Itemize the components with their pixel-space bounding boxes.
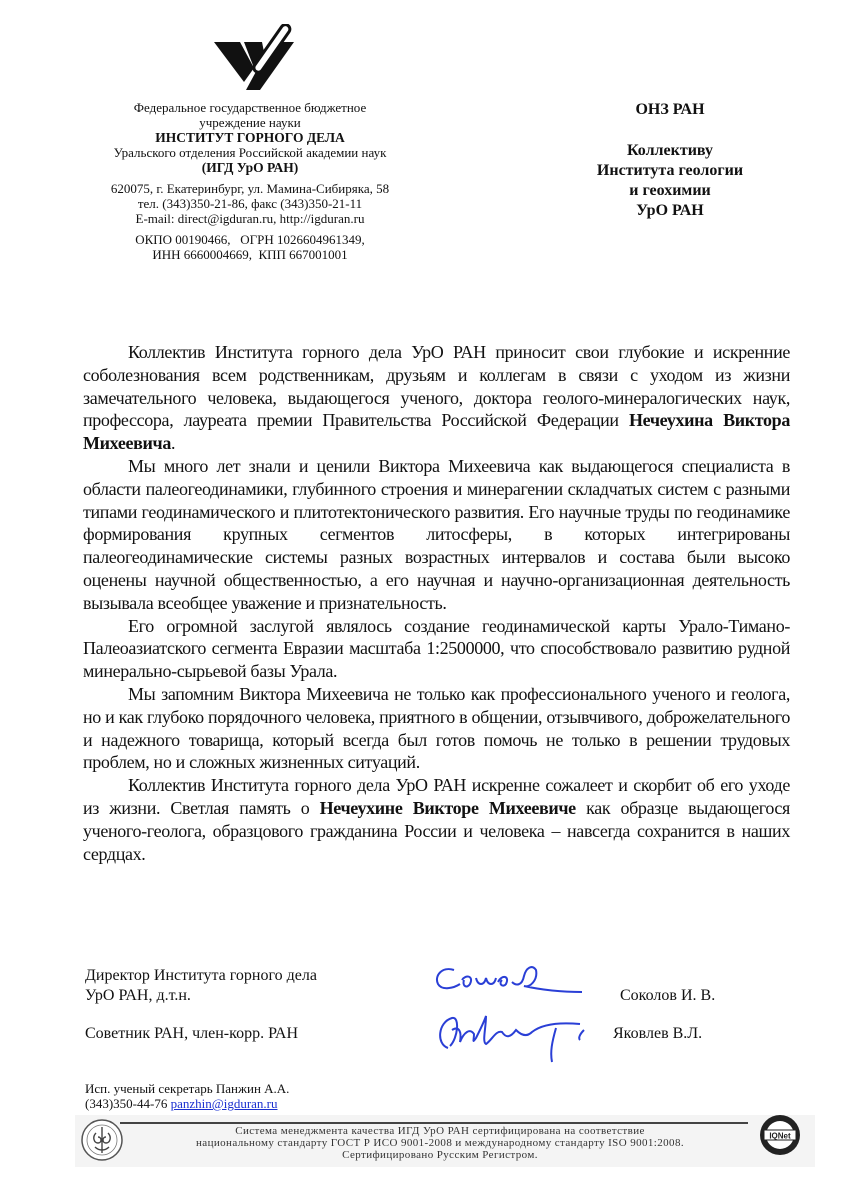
executor-contact	[85, 1096, 289, 1111]
executor-name: Исп. ученый секретарь Панжин А.А.	[85, 1081, 290, 1096]
signatory-2-name: Яковлев В.Л.	[613, 1025, 703, 1042]
signatory-1-title-line-2: УрО РАН, д.т.н.	[85, 987, 191, 1004]
executor-phone: (343)350-44-76	[85, 1096, 171, 1111]
igd-logo-icon	[214, 24, 298, 92]
russian-register-seal-icon	[80, 1117, 124, 1163]
signature-sokolov-icon	[432, 958, 592, 1004]
paragraph-1-end: .	[170, 433, 176, 454]
org-parent: Уральского отделения Российской академии наук	[113, 145, 387, 160]
institute-logo	[214, 24, 298, 92]
organization-details	[90, 100, 410, 262]
executor-email-link[interactable]: panzhin@igduran.ru	[170, 1096, 278, 1111]
paragraph-1-text: Коллектив Института горного дела УрО РАН приносит свои глубокие и искренние соболезнования всем родственникам, друзьям и коллегам в связи с уходом из жизни замечательного человека, выдающегося ученого, доктора геолого-минералогических наук, профессора, лауреата премии Правительства Российской Федерации	[83, 342, 790, 431]
addressee-block	[560, 100, 780, 221]
paragraph-1	[83, 341, 790, 455]
cert-line-2: национальному стандарту ГОСТ Р ИСО 9001-2008 и международному стандарту ISO 9001:2008.	[196, 1137, 684, 1149]
addressee-line-5: УрО РАН	[636, 202, 704, 219]
addressee-line-2: Коллективу	[626, 142, 714, 159]
org-email-web: E-mail: direct@igduran.ru, http://igduran.ru	[135, 211, 365, 226]
org-phone-fax: тел. (343)350-21-86, факс (343)350-21-11	[137, 196, 363, 211]
cert-line-1: Система менеджмента качества ИГД УрО РАН сертифицирована на соответствие	[235, 1125, 645, 1137]
addressee-line-1: ОНЗ РАН	[635, 101, 705, 118]
addressee-line-4: и геохимии	[629, 182, 711, 199]
paragraph-2: Мы много лет знали и ценили Виктора Михеевича как выдающегося специалиста в области палеогеодинамики, глубинного строения и минерагении складчатых систем с разными типами геодинамического и плитотектонического развития. Его научные труды по геодинамике формирования крупных сегментов литосферы, в которых интегрированы палеогеодинамические системы разных возрастных интервалов и состава были высоко оценены научной общественностью, а его научная и научно-организационная деятельность вызывала всеобщее уважение и признательность.	[83, 455, 790, 613]
signatory-1-title-line-1: Директор Института горного дела	[85, 967, 317, 984]
iqnet-seal-icon	[758, 1113, 802, 1157]
paragraph-4: Мы запомним Виктора Михеевича не только как профессионального ученого и геолога, но и как глубоко порядочного человека, приятного в общении, отзывчивого, доброжелательного и надежного товарища, который всегда был готов помочь не только в решении трудовых проблем, но и сложных жизненных ситуаций.	[83, 683, 790, 773]
org-codes-2: ИНН 6660004669, КПП 667001001	[152, 247, 348, 262]
org-type-line: Федеральное государственное бюджетное	[133, 100, 367, 115]
org-name: ИНСТИТУТ ГОРНОГО ДЕЛА	[155, 130, 345, 145]
org-abbreviation: (ИГД УрО РАН)	[201, 160, 299, 175]
org-codes-1: ОКПО 00190466, ОГРН 1026604961349,	[135, 232, 365, 247]
signatory-1-title	[85, 966, 317, 1006]
cert-line-3: Сертифицировано Русским Регистром.	[342, 1149, 538, 1161]
paragraph-5-end: как образце выдающегося ученого-геолога, образцового гражданина России и человека – навсегда сохранится в наших сердцах.	[83, 797, 790, 864]
footer-divider	[120, 1122, 748, 1124]
signatory-1-name: Соколов И. В.	[620, 987, 716, 1004]
iqnet-label: IQNet	[769, 1131, 791, 1141]
deceased-name: Нечеухина Виктора Михеевича	[83, 410, 790, 454]
letter-body	[83, 341, 790, 865]
deceased-name-2: Нечеухине Викторе Михеевиче	[319, 797, 576, 818]
signatory-2-title	[85, 1024, 298, 1044]
certification-text	[140, 1125, 740, 1161]
addressee-line-3: Института геологии	[596, 162, 744, 179]
paragraph-5-text: Коллектив Института горного дела УрО РАН искренне сожалеет и скорбит об его уходе из жизни. Светлая память о	[83, 775, 790, 818]
paragraph-3: Его огромной заслугой являлось создание геодинамической карты Урало-Тимано-Палеоазиатского сегмента Евразии масштаба 1:2500000, что способствовало развитию рудной минерально-сырьевой базы Урала.	[83, 615, 790, 682]
signatory-2-title-line-1: Советник РАН, член-корр. РАН	[85, 1025, 299, 1042]
executor-info	[85, 1081, 289, 1111]
org-address: 620075, г. Екатеринбург, ул. Мамина-Сибиряка, 58	[110, 181, 390, 196]
org-type-line-2: учреждение науки	[199, 115, 301, 130]
paragraph-5	[83, 774, 790, 865]
signature-yakovlev-icon	[430, 1008, 600, 1066]
